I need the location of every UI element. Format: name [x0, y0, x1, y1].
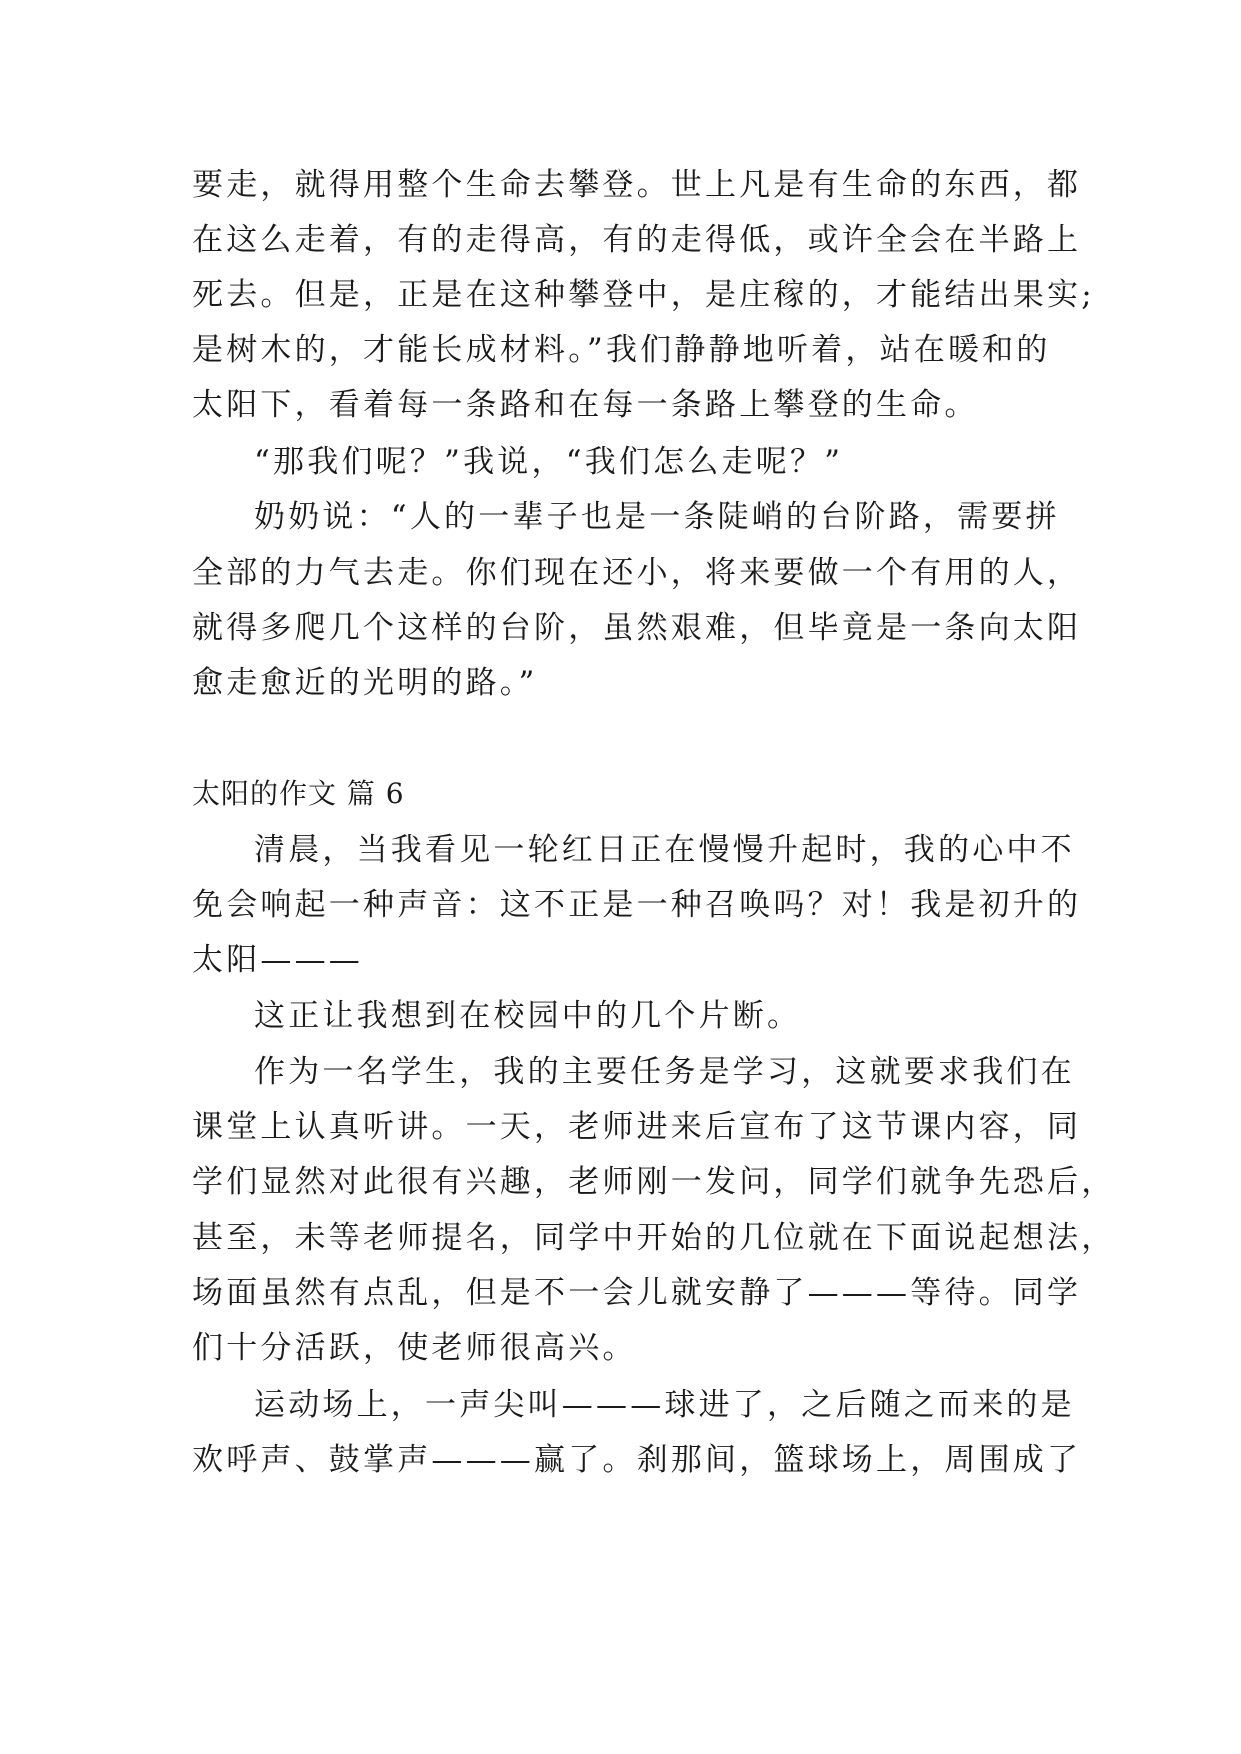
text-line: 甚至，未等老师提名，同学中开始的几位就在下面说起想法， [192, 1220, 1116, 1256]
text-line: 全部的力气去走。你们现在还小，将来要做一个有用的人， [192, 555, 1082, 591]
text-line: 清晨，当我看见一轮红日正在慢慢升起时，我的心中不 [254, 832, 1075, 868]
text-line: 运动场上，一声尖叫———球进了，之后随之而来的是 [254, 1387, 1075, 1423]
section-heading: 太阳的作文 篇 6 [192, 777, 405, 810]
text-line: 奶奶说：“人的一辈子也是一条陡峭的台阶路，需要拼 [254, 499, 1060, 535]
text-line: 太阳——— [192, 942, 363, 978]
text-line: 们十分活跃，使老师很高兴。 [192, 1330, 637, 1366]
text-line: “那我们呢？”我说，“我们怎么走呢？” [254, 444, 844, 480]
text-line: 在这么走着，有的走得高，有的走得低，或许全会在半路上 [192, 222, 1082, 258]
text-line: 愈走愈近的光明的路。” [192, 665, 538, 701]
text-line: 作为一名学生，我的主要任务是学习，这就要求我们在 [254, 1054, 1075, 1090]
text-line: 是树木的，才能长成材料。”我们静静地听着，站在暖和的 [192, 332, 1051, 368]
text-line: 太阳下，看着每一条路和在每一条路上攀登的生命。 [192, 387, 979, 423]
text-line: 死去。但是，正是在这种攀登中，是庄稼的，才能结出果实; [192, 277, 1095, 313]
text-line: 要走，就得用整个生命去攀登。世上凡是有生命的东西，都 [192, 167, 1082, 203]
text-line: 学们显然对此很有兴趣，老师刚一发问，同学们就争先恐后， [192, 1164, 1116, 1200]
text-line: 这正让我想到在校园中的几个片断。 [254, 998, 802, 1034]
text-line: 课堂上认真听讲。一天，老师进来后宣布了这节课内容，同 [192, 1109, 1082, 1145]
text-line: 场面虽然有点乱，但是不一会儿就安静了———等待。同学 [192, 1275, 1082, 1311]
text-line: 欢呼声、鼓掌声———赢了。刹那间，篮球场上，周围成了 [192, 1442, 1082, 1478]
text-line: 免会响起一种声音：这不正是一种召唤吗？对！我是初升的 [192, 887, 1082, 923]
text-line: 就得多爬几个这样的台阶，虽然艰难，但毕竟是一条向太阳 [192, 610, 1082, 646]
